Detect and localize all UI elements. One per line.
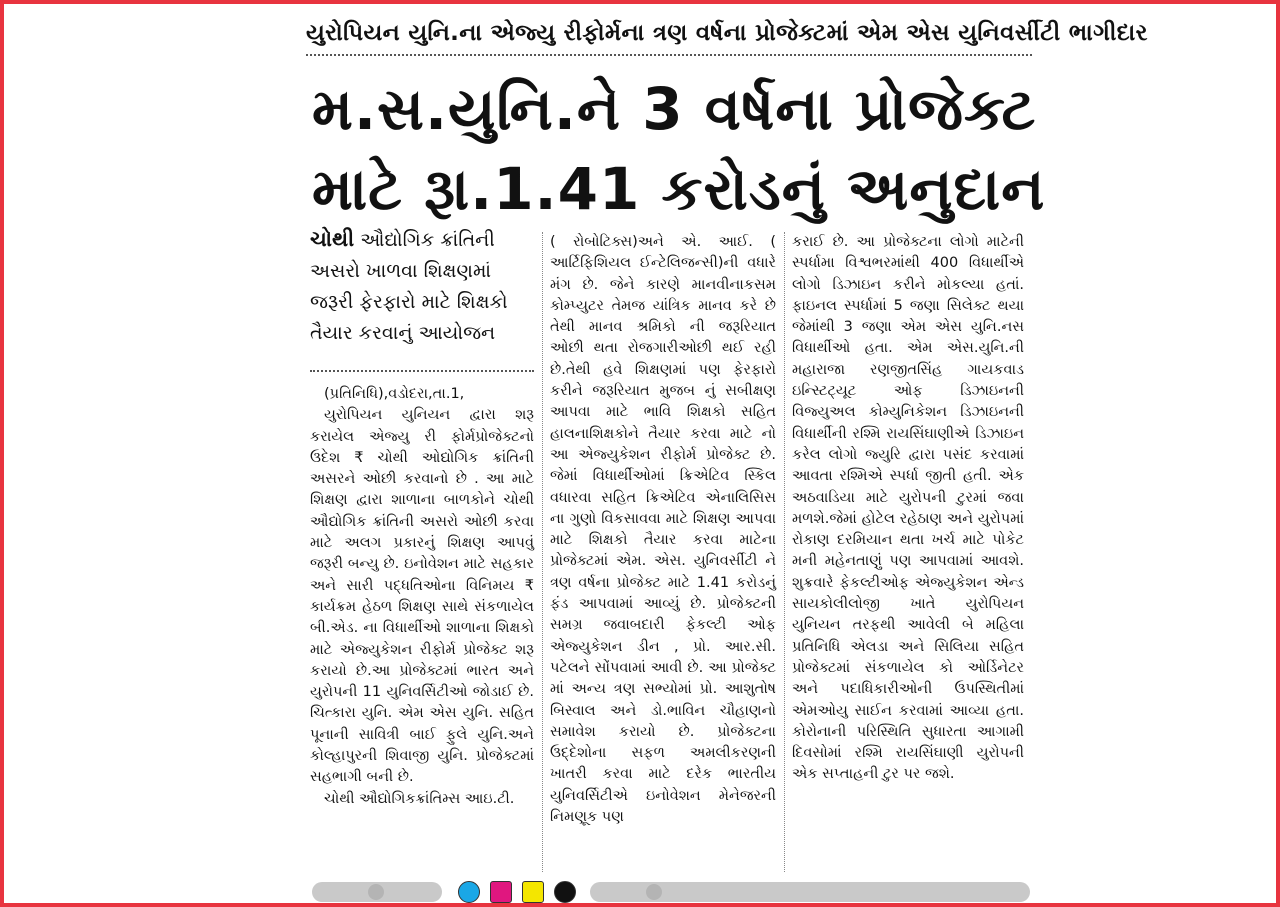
headline-line-1: મ.સ.યુનિ.ને 3 વર્ષના પ્રોજેક્ટ bbox=[312, 75, 1037, 143]
magenta-registration-mark bbox=[490, 881, 512, 903]
print-registration-bar-left bbox=[312, 882, 442, 902]
column-divider bbox=[784, 232, 785, 872]
deck-divider bbox=[310, 370, 534, 372]
registration-dot bbox=[646, 884, 662, 900]
yellow-registration-mark bbox=[522, 881, 544, 903]
newspaper-clipping bbox=[306, 14, 1148, 894]
article-deck bbox=[310, 224, 534, 349]
kicker-divider bbox=[306, 54, 1032, 56]
article-column-1 bbox=[310, 384, 534, 866]
article-column-3 bbox=[792, 232, 1024, 872]
dateline: (પ્રતિનિધિ),વડોદરા,તા.1, bbox=[324, 386, 465, 402]
deck-text: ઔદ્યોગિક ક્રાંતિની અસરો ખાળવા શિક્ષણમાં જરૂરી ફેરફારો માટે શિક્ષકો તૈયાર કરવાનું આયોજન bbox=[310, 229, 508, 344]
column-1-paragraph: ચોથી ઔદ્યોગિકક્રાંતિમ્સ આઇ.ટી. bbox=[324, 790, 515, 807]
cyan-registration-mark bbox=[458, 881, 480, 903]
column-1-paragraph: યુરોપિયન યુનિયન દ્વારા શરૂ કરાયેલ એજ્યુ રી ફોર્મપ્રોજેક્ટનો ઉદેશ ₹ ચોથી ઓદ્યોગિક ક્રાંતિની અસરને ઓછી કરવાનો છે . આ માટે શિક્ષણ દ્વારા શાળાના બાળકોને ચોથી ઔદ્યોગિક ક્રાંતિની અસરો ઓછી કરવા માટે અલગ પ્રકારનું શિક્ષણ આપવું જરૂરી બન્યુ છે. ઇનોવેશન માટે સહકાર અને સારી પદ્ધતિઓના વિનિમય ₹ કાર્યક્રમ હેઠળ શિક્ષણ સાથે સંકળાયેલ બી.એડ. ના વિધાર્થીઓ શાળાના શિક્ષકો માટે એજ્યુકેશન રીફોર્મ પ્રોજેક્ટ શરૂ કરાયો છે.આ પ્રોજેક્ટમાં ભારત અને યુરોપની 11 યુનિવર્સિટીઓ જોડાઈ છે. ચિત્કારા યુનિ. એમ એસ યુનિ. સહિત પૂનાની સાવિત્રી બાઈ ફુલે યુનિ.અને કોલ્હાપુરની શિવાજી યુનિ. પ્રોજેક્ટમાં સહભાગી બની છે. bbox=[310, 407, 534, 786]
column-divider bbox=[542, 232, 543, 872]
article-column-2 bbox=[550, 232, 776, 872]
article-kicker: યુરોપિયન યુનિ.ના એજ્યુ રીફોર્મના ત્રણ વર્ષના પ્રોજેક્ટમાં એમ એસ યુનિવર્સીટી ભાગીદાર bbox=[306, 20, 1148, 46]
registration-dot bbox=[368, 884, 384, 900]
black-registration-mark bbox=[554, 881, 576, 903]
headline-line-2: માટે રૂા.1.41 કરોડનું અનુદાન bbox=[312, 155, 1046, 223]
print-registration-bar-right bbox=[590, 882, 1030, 902]
deck-lead-word: ચોથી bbox=[310, 227, 355, 251]
column-2-paragraph: ( રોબોટિક્સ)અને એ. આઈ. ( આર્ટિફિશિયલ ઈન્ટેલિજન્સી)ની વધારે મંગ છે. જેને કારણે માનવીનાકસમ કોમ્પ્યુટર તેમજ યાંત્રિક માનવ કરે છે તેથી માનવ શ્રમિકો ની જરૂરિયાત ઓછી થતા રોજગારીઓછી થઈ રહી છે.તેથી હવે શિક્ષણમાં પણ ફેરફારો કરીને જરૂરિયાત મુજબ નું સબીક્ષણ આપવા માટે ભાવિ શિક્ષકો સહિત હાલનાશિક્ષકોને તૈયાર કરવા માટે નો આ એજ્યુકેશન રીફોર્મ પ્રોજેક્ટ છે. જેમાં વિધાર્થીઓમાં ક્રિએટિવ સ્કિલ વધારવા સહિત ક્રિએટિવ એનાલિસિસ ના ગુણો વિકસાવવા માટે શિક્ષણ આપવા માટે શિક્ષકો તૈયાર કરવા માટેના પ્રોજેક્ટમાં એમ. એસ. યુનિવર્સીટી ને ત્રણ વર્ષના પ્રોજેક્ટ માટે 1.41 કરોડનું ફંડ આપવામાં આવ્યું છે. પ્રોજેક્ટની સમગ્ર જવાબદારી ફેકલ્ટી ઓફ એજ્યુકેશન ડીન , પ્રો. આર.સી. પટેલને સોંપવામાં આવી છે. આ પ્રોજેક્ટ માં અન્ય ત્રણ સભ્યોમાં પ્રો. આશુતોષ બિસ્વાલ અને ડો.ભાવિન ચૌહાણનો સમાવેશ કરાયો છે. પ્રોજેક્ટના ઉદ્દેશોના સફળ અમલીકરણની ખાતરી કરવા માટે દરેક ભારતીય યુનિવર્સિટીએ ઇનોવેશન મેનેજરની નિમણૂક પણ bbox=[550, 234, 776, 826]
column-3-paragraph: કરાઈ છે. આ પ્રોજેક્ટના લોગો માટેની સ્પર્ધામા વિશ્વભરમાંથી 400 વિધાર્થીએ લોગો ડિઝાઇન કરીને મોકલ્યા હતાં. ફાઇનલ સ્પર્ધામાં 5 જણા સિલેક્ટ થયા જેમાંથી 3 જણા એમ એસ યુનિ.નસ વિધાર્થીઓ હતા. એમ એસ.યુનિ.ની મહારાજા રણજીતસિંહ ગાયકવાડ ઇન્સ્ટિટ્યૂટ ઓફ ડિઝાઇનની વિજ્યુઅલ કોમ્યુનિકેશન ડિઝાઇનની વિધાર્થીની રશ્મિ રાયસિંઘાણીએ ડિઝાઇન કરેલ લોગો જ્યુરિ દ્વારા પસંદ કરવામાં આવતા રશ્મિએ સ્પર્ધા જીતી હતી. એક અઠવાડિયા માટે યુરોપની ટુરમાં જવા મળશે.જેમાં હોટેલ રહેઠાણ અને યુરોપમાં રોકાણ દરમિયાન થતા ખર્ચ માટે પોકેટ મની મહેનતાણું પણ આપવામાં આવશે. શુક્રવારે ફેકલ્ટીઓફ એજ્યુકેશન એન્ડ સાયકોલીલોજી ખાતે યુરોપિયન યુનિયન તરફથી આવેલી બે મહિલા પ્રતિનિધિ એલડા અને સિલિયા સહિત પ્રોજેક્ટમાં સંકળાયેલ કો ઓર્ડિનેટર અને પદાધિકારીઓની ઉપસ્થિતીમાં એમઓયુ સાઈન કરવામાં આવ્યા હતા. કોરોનાની પરિસ્થિતિ સુધારતા આગામી દિવસોમાં રશ્મિ રાયસિંઘાણી યુરોપની એક સપ્તાહની ટુર પર જશે. bbox=[792, 234, 1024, 783]
